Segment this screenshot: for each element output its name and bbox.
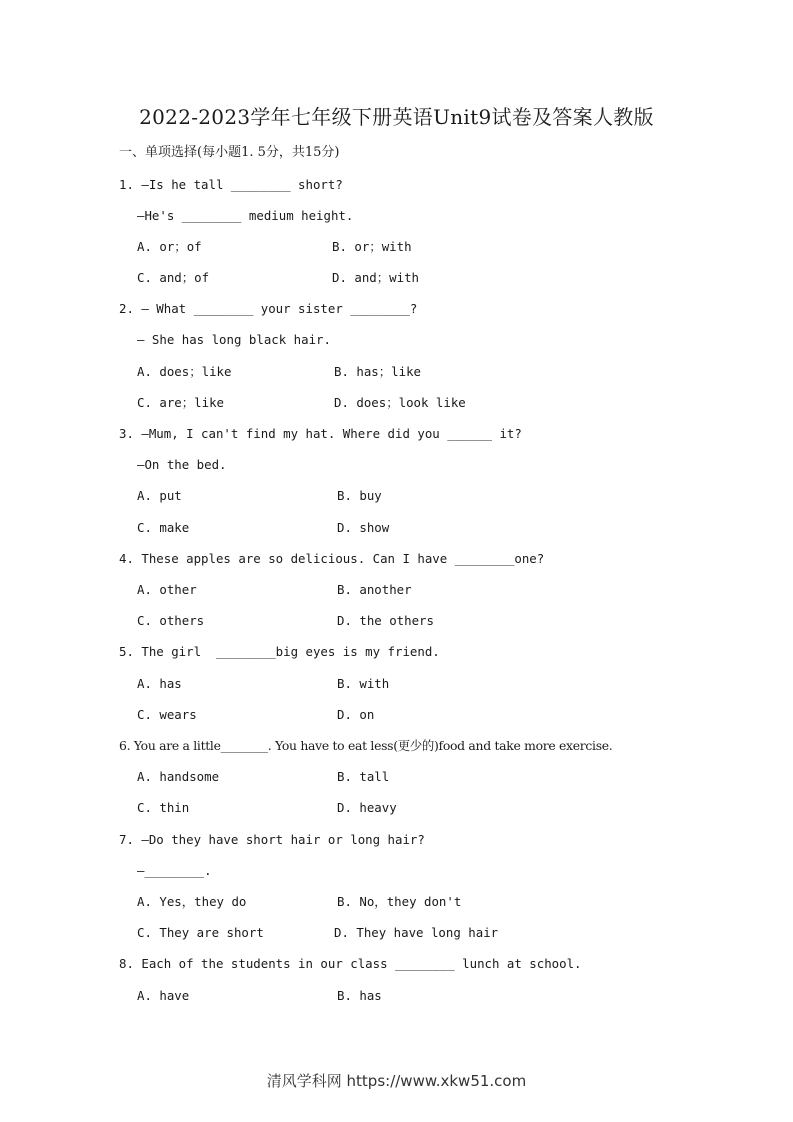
- question-6-option-a: A. handsome: [137, 769, 220, 784]
- question-7-response: —________.: [137, 863, 212, 878]
- question-2-stem: 2. — What ________ your sister ________?: [119, 301, 418, 316]
- question-4-option-a: A. other: [137, 582, 197, 597]
- question-6-option-b: B. tall: [337, 769, 390, 784]
- question-2-option-b: B. has；like: [334, 364, 421, 379]
- question-6-stem: 6. You are a little________. You have to eat less(更少的)food and take more exercise.: [119, 738, 613, 753]
- question-2-option-c: C. are；like: [137, 395, 224, 410]
- question-5-option-c: C. wears: [137, 707, 197, 722]
- question-4-option-b: B. another: [337, 582, 412, 597]
- question-4-stem: 4. These apples are so delicious. Can I have ________one?: [119, 551, 545, 566]
- question-1-option-c: C. and；of: [137, 270, 210, 285]
- question-3-option-b: B. buy: [337, 488, 382, 503]
- question-4-option-d: D. the others: [337, 613, 434, 628]
- question-8-option-a: A. have: [137, 988, 190, 1003]
- question-2-response: — She has long black hair.: [137, 332, 331, 347]
- section-heading: 一、单项选择(每小题1. 5分，共15分): [119, 145, 340, 160]
- question-3-option-a: A. put: [137, 488, 182, 503]
- question-5-stem: 5. The girl ________big eyes is my friend.: [119, 644, 440, 659]
- question-5-option-b: B. with: [337, 676, 390, 691]
- question-5-option-d: D. on: [337, 707, 375, 722]
- question-1-stem: 1. —Is he tall ________ short?: [119, 177, 343, 192]
- question-2-option-a: A. does；like: [137, 364, 232, 379]
- question-6-option-c: C. thin: [137, 800, 190, 815]
- question-3-response: —On the bed.: [137, 457, 227, 472]
- question-2-option-d: D. does；look like: [334, 395, 466, 410]
- question-3-stem: 3. —Mum, I can't find my hat. Where did you ______ it?: [119, 426, 522, 441]
- question-8-option-b: B. has: [337, 988, 382, 1003]
- question-1-option-b: B. or；with: [332, 239, 412, 254]
- question-1-response: —He's ________ medium height.: [137, 208, 354, 223]
- question-4-option-c: C. others: [137, 613, 205, 628]
- question-1-option-a: A. or；of: [137, 239, 202, 254]
- question-7-option-d: D. They have long hair: [334, 925, 499, 940]
- question-7-option-a: A. Yes，they do: [137, 894, 247, 909]
- question-1-option-d: D. and；with: [332, 270, 419, 285]
- question-7-option-c: C. They are short: [137, 925, 264, 940]
- page-title: 2022-2023学年七年级下册英语Unit9试卷及答案人教版: [139, 105, 654, 129]
- question-3-option-c: C. make: [137, 520, 190, 535]
- question-7-option-b: B. No，they don't: [337, 894, 462, 909]
- question-7-stem: 7. —Do they have short hair or long hair?: [119, 832, 425, 847]
- question-6-option-d: D. heavy: [337, 800, 397, 815]
- footer-watermark: 清风学科网 https://www.xkw51.com: [266, 1072, 527, 1090]
- question-8-stem: 8. Each of the students in our class ________ lunch at school.: [119, 956, 582, 971]
- question-3-option-d: D. show: [337, 520, 390, 535]
- question-5-option-a: A. has: [137, 676, 182, 691]
